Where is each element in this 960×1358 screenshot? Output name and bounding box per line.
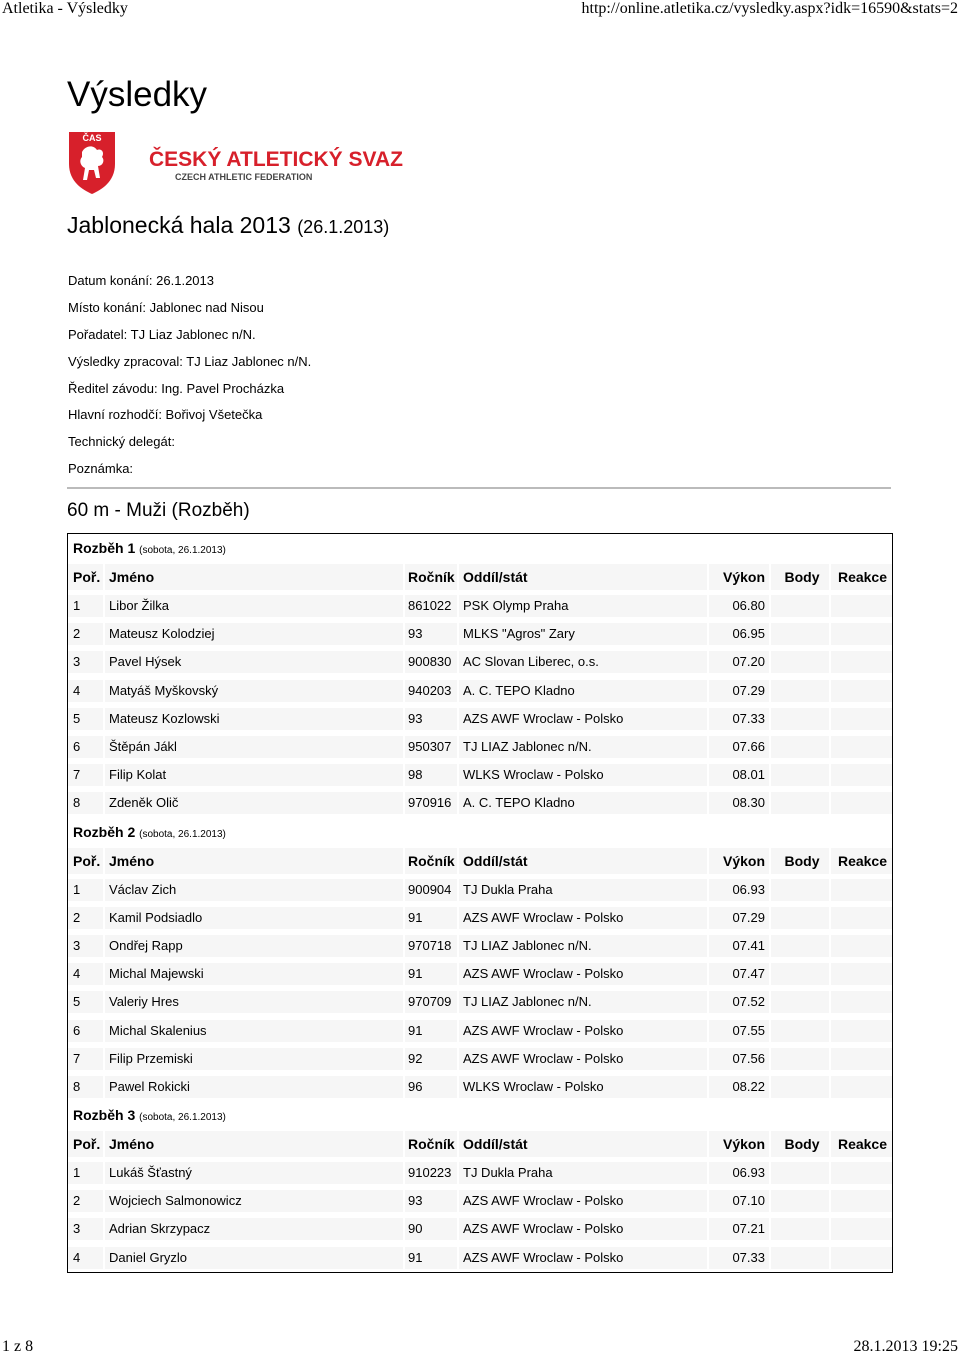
cell-name: Libor Žilka	[105, 595, 405, 617]
cell-reaction	[831, 1247, 892, 1269]
column-header-points: Body	[771, 564, 831, 590]
event-info	[68, 268, 311, 482]
heat-subtitle: (sobota, 26.1.2013)	[139, 828, 226, 840]
cell-reaction	[831, 680, 892, 702]
cell-result: 07.55	[709, 1020, 771, 1042]
cell-points	[771, 963, 831, 985]
cell-name: Štěpán Jákl	[105, 736, 405, 758]
cell-rank: 2	[68, 1190, 105, 1212]
table-row	[68, 1187, 892, 1215]
cell-name: Matyáš Myškovský	[105, 680, 405, 702]
cell-name: Pawel Rokicki	[105, 1076, 405, 1098]
cell-reaction	[831, 935, 892, 957]
table-row	[68, 960, 892, 988]
cell-name: Ondřej Rapp	[105, 935, 405, 957]
cell-points	[771, 708, 831, 730]
table-row	[68, 876, 892, 904]
cell-rank: 4	[68, 680, 105, 702]
cell-reaction	[831, 764, 892, 786]
column-header-rank: Poř.	[68, 564, 105, 590]
table-row	[68, 1073, 892, 1101]
cell-reaction	[831, 651, 892, 673]
cell-birth-year: 91	[405, 1247, 459, 1269]
cell-rank: 3	[68, 1218, 105, 1240]
cell-club: PSK Olymp Praha	[459, 595, 709, 617]
cell-name: Mateusz Kolodziej	[105, 623, 405, 645]
cell-rank: 5	[68, 708, 105, 730]
table-row	[68, 761, 892, 789]
cell-points	[771, 1247, 831, 1269]
heat-subtitle: (sobota, 26.1.2013)	[139, 545, 226, 556]
table-row	[68, 1016, 892, 1044]
heat-title	[68, 818, 892, 846]
info-row: Místo konání: Jablonec nad Nisou	[68, 300, 264, 316]
cell-points	[771, 1020, 831, 1042]
print-datetime: 28.1.2013 19:25	[853, 1338, 958, 1355]
cell-name: Pavel Hýsek	[105, 651, 405, 673]
cell-points	[771, 1190, 831, 1212]
heat-title	[68, 1101, 892, 1129]
cell-points	[771, 736, 831, 758]
cell-result: 07.20	[709, 651, 771, 673]
cell-points	[771, 1218, 831, 1240]
cell-club: TJ LIAZ Jablonec n/N.	[459, 736, 709, 758]
cell-points	[771, 792, 831, 814]
info-row: Datum konání: 26.1.2013	[68, 273, 214, 289]
event-title	[67, 210, 389, 242]
table-row	[68, 932, 892, 960]
cell-reaction	[831, 907, 892, 929]
table-row	[68, 733, 892, 761]
cell-rank: 8	[68, 792, 105, 814]
cell-club: AZS AWF Wroclaw - Polsko	[459, 1190, 709, 1212]
cell-name: Wojciech Salmonowicz	[105, 1190, 405, 1212]
cell-points	[771, 1048, 831, 1070]
cell-points	[771, 1076, 831, 1098]
cell-birth-year: 92	[405, 1048, 459, 1070]
print-footer	[0, 1338, 960, 1358]
cell-name: Lukáš Šťastný	[105, 1162, 405, 1184]
logo-badge-text: ČAS	[82, 133, 102, 143]
cell-name: Filip Przemiski	[105, 1048, 405, 1070]
cell-rank: 3	[68, 935, 105, 957]
cell-name: Kamil Podsiadlo	[105, 907, 405, 929]
table-header-row	[68, 846, 892, 876]
cell-reaction	[831, 792, 892, 814]
column-header-club: Oddíl/stát	[459, 1131, 709, 1157]
cell-points	[771, 907, 831, 929]
cell-birth-year: 861022	[405, 595, 459, 617]
table-row	[68, 705, 892, 733]
cell-birth-year: 900904	[405, 879, 459, 901]
info-row: Ředitel závodu: Ing. Pavel Procházka	[68, 380, 285, 396]
cell-reaction	[831, 1190, 892, 1212]
cell-rank: 8	[68, 1076, 105, 1098]
cell-result: 08.22	[709, 1076, 771, 1098]
cell-name: Daniel Gryzlo	[105, 1247, 405, 1269]
cell-points	[771, 1162, 831, 1184]
cell-reaction	[831, 595, 892, 617]
table-row	[68, 592, 892, 620]
cell-birth-year: 970709	[405, 991, 459, 1013]
cell-club: A. C. TEPO Kladno	[459, 792, 709, 814]
column-header-result: Výkon	[709, 1131, 771, 1157]
cell-birth-year: 91	[405, 1020, 459, 1042]
cell-club: AZS AWF Wroclaw - Polsko	[459, 1048, 709, 1070]
cell-rank: 6	[68, 736, 105, 758]
cell-birth-year: 910223	[405, 1162, 459, 1184]
cell-club: A. C. TEPO Kladno	[459, 680, 709, 702]
table-row	[68, 904, 892, 932]
cell-rank: 1	[68, 1162, 105, 1184]
cell-result: 07.33	[709, 1247, 771, 1269]
cell-result: 07.66	[709, 736, 771, 758]
results-table	[67, 533, 893, 1273]
cell-reaction	[831, 991, 892, 1013]
cell-result: 06.93	[709, 1162, 771, 1184]
section-divider	[67, 487, 891, 489]
print-header	[0, 0, 960, 20]
table-row	[68, 1045, 892, 1073]
heat-name: Rozběh 2	[73, 823, 136, 840]
cell-result: 07.29	[709, 907, 771, 929]
cell-birth-year: 950307	[405, 736, 459, 758]
cell-club: TJ LIAZ Jablonec n/N.	[459, 991, 709, 1013]
cell-birth-year: 91	[405, 907, 459, 929]
main-content	[67, 74, 891, 1265]
cell-birth-year: 93	[405, 1190, 459, 1212]
column-header-reaction: Reakce	[831, 564, 892, 590]
column-header-name: Jméno	[105, 564, 405, 590]
cell-rank: 4	[68, 1247, 105, 1269]
cell-reaction	[831, 708, 892, 730]
column-header-name: Jméno	[105, 848, 405, 874]
cell-reaction	[831, 1162, 892, 1184]
cell-club: AZS AWF Wroclaw - Polsko	[459, 907, 709, 929]
cell-reaction	[831, 1218, 892, 1240]
cell-reaction	[831, 963, 892, 985]
cell-club: WLKS Wroclaw - Polsko	[459, 1076, 709, 1098]
cell-result: 08.30	[709, 792, 771, 814]
browser-title: Atletika - Výsledky	[2, 0, 128, 17]
cell-result: 06.93	[709, 879, 771, 901]
cell-club: AZS AWF Wroclaw - Polsko	[459, 963, 709, 985]
heat-name: Rozběh 1	[73, 540, 136, 556]
cell-name: Adrian Skrzypacz	[105, 1218, 405, 1240]
column-header-result: Výkon	[709, 564, 771, 590]
cell-club: TJ Dukla Praha	[459, 1162, 709, 1184]
table-header-row	[68, 562, 892, 592]
heat-name: Rozběh 3	[73, 1107, 136, 1123]
table-row	[68, 988, 892, 1016]
column-header-rank: Poř.	[68, 1131, 105, 1157]
cell-birth-year: 96	[405, 1076, 459, 1098]
cell-points	[771, 764, 831, 786]
column-header-reaction: Reakce	[831, 848, 892, 874]
cell-rank: 6	[68, 1020, 105, 1042]
cell-name: Zdeněk Olič	[105, 792, 405, 814]
logo-text: ČESKÝ ATLETICKÝ SVAZ	[149, 148, 403, 171]
cell-result: 07.41	[709, 935, 771, 957]
cell-points	[771, 680, 831, 702]
column-header-points: Body	[771, 848, 831, 874]
cell-result: 07.56	[709, 1048, 771, 1070]
table-row	[68, 620, 892, 648]
cell-points	[771, 623, 831, 645]
cell-birth-year: 90	[405, 1218, 459, 1240]
cell-club: TJ LIAZ Jablonec n/N.	[459, 935, 709, 957]
cell-name: Michal Majewski	[105, 963, 405, 985]
cell-club: MLKS "Agros" Zary	[459, 623, 709, 645]
table-row	[68, 1159, 892, 1187]
cell-points	[771, 879, 831, 901]
cell-birth-year: 91	[405, 963, 459, 985]
cell-club: AZS AWF Wroclaw - Polsko	[459, 1247, 709, 1269]
cell-result: 07.33	[709, 708, 771, 730]
heat-subtitle: (sobota, 26.1.2013)	[139, 1112, 226, 1123]
cell-reaction	[831, 736, 892, 758]
cell-club: WLKS Wroclaw - Polsko	[459, 764, 709, 786]
cell-result: 07.21	[709, 1218, 771, 1240]
table-row	[68, 648, 892, 676]
column-header-club: Oddíl/stát	[459, 848, 709, 874]
cell-points	[771, 991, 831, 1013]
cell-name: Valeriy Hres	[105, 991, 405, 1013]
cell-club: AZS AWF Wroclaw - Polsko	[459, 1020, 709, 1042]
cell-rank: 2	[68, 623, 105, 645]
browser-url[interactable]: http://online.atletika.cz/vysledky.aspx?idk=16590&stats=2	[581, 0, 958, 17]
table-row	[68, 1244, 892, 1272]
cell-rank: 1	[68, 879, 105, 901]
cell-club: AC Slovan Liberec, o.s.	[459, 651, 709, 673]
cell-rank: 7	[68, 1048, 105, 1070]
cell-result: 07.47	[709, 963, 771, 985]
table-row	[68, 677, 892, 705]
column-header-birth-year: Ročník	[405, 1131, 459, 1157]
event-date: (26.1.2013)	[297, 217, 390, 237]
column-header-points: Body	[771, 1131, 831, 1157]
info-row: Pořadatel: TJ Liaz Jablonec n/N.	[68, 326, 256, 342]
cell-points	[771, 651, 831, 673]
cell-rank: 7	[68, 764, 105, 786]
cell-result: 07.10	[709, 1190, 771, 1212]
column-header-club: Oddíl/stát	[459, 564, 709, 590]
cell-rank: 4	[68, 963, 105, 985]
cell-birth-year: 900830	[405, 651, 459, 673]
cell-reaction	[831, 1048, 892, 1070]
cas-logo	[67, 130, 403, 196]
info-row: Výsledky zpracoval: TJ Liaz Jablonec n/N.	[68, 353, 312, 369]
page-counter: 1 z 8	[2, 1338, 34, 1355]
cell-birth-year: 98	[405, 764, 459, 786]
cell-name: Mateusz Kozlowski	[105, 708, 405, 730]
cell-club: AZS AWF Wroclaw - Polsko	[459, 1218, 709, 1240]
cell-rank: 1	[68, 595, 105, 617]
table-header-row	[68, 1129, 892, 1159]
cas-logo-image	[67, 130, 403, 196]
column-header-reaction: Reakce	[831, 1131, 892, 1157]
table-row	[68, 1215, 892, 1243]
cell-result: 07.52	[709, 991, 771, 1013]
event-name: Jablonecká hala 2013	[67, 212, 291, 238]
cell-reaction	[831, 1076, 892, 1098]
cell-result: 07.29	[709, 680, 771, 702]
cell-name: Filip Kolat	[105, 764, 405, 786]
cell-rank: 2	[68, 907, 105, 929]
cell-name: Michal Skalenius	[105, 1020, 405, 1042]
cell-reaction	[831, 879, 892, 901]
column-header-birth-year: Ročník	[405, 564, 459, 590]
cell-birth-year: 940203	[405, 680, 459, 702]
cell-points	[771, 595, 831, 617]
cell-birth-year: 93	[405, 623, 459, 645]
cell-name: Václav Zich	[105, 879, 405, 901]
info-row: Technický delegát:	[68, 434, 175, 450]
cell-rank: 3	[68, 651, 105, 673]
cell-club: TJ Dukla Praha	[459, 879, 709, 901]
page-title: Výsledky	[67, 75, 208, 114]
cell-rank: 5	[68, 991, 105, 1013]
cell-result: 06.95	[709, 623, 771, 645]
cell-result: 08.01	[709, 764, 771, 786]
column-header-name: Jméno	[105, 1131, 405, 1157]
info-row: Hlavní rozhodčí: Bořivoj Všetečka	[68, 407, 263, 423]
column-header-rank: Poř.	[68, 848, 105, 874]
discipline-title: 60 m - Muži (Rozběh)	[67, 500, 250, 521]
cell-points	[771, 935, 831, 957]
cell-club: AZS AWF Wroclaw - Polsko	[459, 708, 709, 730]
cell-reaction	[831, 623, 892, 645]
heat-title	[68, 534, 892, 562]
table-row	[68, 789, 892, 817]
column-header-birth-year: Ročník	[405, 848, 459, 874]
cell-birth-year: 970718	[405, 935, 459, 957]
logo-subtext: CZECH ATHLETIC FEDERATION	[175, 172, 313, 182]
cell-birth-year: 970916	[405, 792, 459, 814]
cell-birth-year: 93	[405, 708, 459, 730]
cell-result: 06.80	[709, 595, 771, 617]
info-row: Poznámka:	[68, 460, 134, 476]
cell-reaction	[831, 1020, 892, 1042]
column-header-result: Výkon	[709, 848, 771, 874]
